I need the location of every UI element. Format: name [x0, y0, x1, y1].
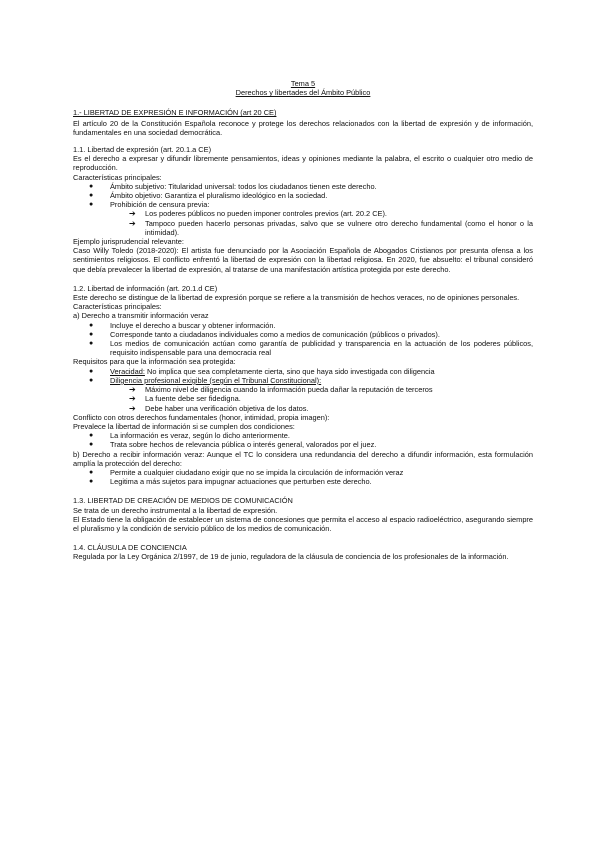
list-item: ● Veracidad: No implica que sea completamente cierta, sino que haya sido investigada con diligencia: [89, 366, 435, 376]
section-1-2-req-bullets: [73, 367, 533, 385]
arrow-right-icon: ➔: [129, 385, 136, 395]
section-1-2-req-label: Requisitos para que la información sea protegida:: [73, 357, 236, 367]
arrow-right-icon: ➔: [129, 218, 136, 228]
bullet-icon: ●: [89, 340, 94, 348]
section-1-intro: El artículo 20 de la Constitución Española reconoce y protege los derechos relacionados con la libertad de expresión y de información, fundamentales en una sociedad democrática.: [73, 118, 533, 137]
section-1-2-intro: Este derecho se distingue de la libertad de expresión porque se refiere a la transmisión de hechos veraces, no de opiniones personales.: [73, 293, 520, 303]
list-item: ● Corresponde tanto a ciudadanos individuales como a medios de comunicación (públicos o privados).: [89, 329, 440, 339]
bullet-icon: ●: [89, 478, 94, 486]
list-item: ● Ámbito objetivo: Garantiza el pluralismo ideológico en la sociedad.: [89, 191, 328, 201]
list-item: ● Incluye el derecho a buscar y obtener información.: [89, 320, 276, 330]
list-item: ➔ Tampoco pueden hacerlo personas privadas, salvo que se vulnere otro derecho fundamental (como el honor o la intimidad).: [129, 218, 533, 237]
bullet-icon: ●: [89, 330, 94, 338]
list-item: ● Trata sobre hechos de relevancia pública o interés general, valorados por el juez.: [89, 440, 377, 450]
section-1-2-b-text: b) Derecho a recibir información veraz: Aunque el TC lo considera una redundancia del derecho a difundir información, esta formulación amplía la protección del derecho:: [73, 449, 533, 468]
list-item: ● Ámbito subjetivo: Titularidad universal: todos los ciudadanos tienen este derecho.: [89, 181, 377, 191]
section-1-1-example-label: Ejemplo jurisprudencial relevante:: [73, 237, 184, 247]
section-1-2-req-arrows: [73, 385, 533, 413]
document-content: [73, 79, 533, 562]
section-1-3-p1: Se trata de un derecho instrumental a la libertad de expresión.: [73, 505, 278, 515]
bullet-icon: ●: [89, 468, 94, 476]
bullet-icon: ●: [89, 432, 94, 440]
arrow-right-icon: ➔: [129, 394, 136, 404]
section-1-2-a-bullets: [73, 321, 533, 358]
bullet-icon: ●: [89, 201, 94, 209]
document-title: Tema 5: [290, 79, 316, 88]
arrow-right-icon: ➔: [129, 403, 136, 413]
list-item: ● Los medios de comunicación actúan como garantía de publicidad y transparencia en la actuación de los poderes públicos, requisito indispensable para una democracia real: [89, 339, 533, 358]
section-1-4-heading: 1.4. CLÁUSULA DE CONCIENCIA: [73, 543, 187, 553]
section-1-2-b-bullets: [73, 468, 533, 486]
section-1-2-prevail-bullets: [73, 431, 533, 449]
bullet-icon: ●: [89, 441, 94, 449]
list-item: ● Permite a cualquier ciudadano exigir que no se impida la circulación de información veraz: [89, 467, 404, 477]
section-1-1-heading: 1.1. Libertad de expresión (art. 20.1.a CE): [73, 145, 212, 155]
section-1-4-p1: Regulada por la Ley Orgánica 2/1997, de 19 de junio, reguladora de la cláusula de conciencia de los profesionales de la información.: [73, 552, 509, 562]
section-1-heading: 1.- LIBERTAD DE EXPRESIÓN E INFORMACIÓN (art 20 CE): [73, 108, 277, 118]
section-1-1-bullets: [73, 182, 533, 210]
section-1-1-intro: Es el derecho a expresar y difundir libremente pensamientos, ideas y opiniones mediante la palabra, el escrito o cualquier otro medio de reproducción.: [73, 154, 533, 173]
list-item: ● Legitima a más sujetos para impugnar actuaciones que perturben este derecho.: [89, 477, 372, 487]
list-item: ● La información es veraz, según lo dicho anteriormente.: [89, 431, 290, 441]
bullet-icon: ●: [89, 367, 94, 375]
list-item: ➔ Los poderes públicos no pueden imponer controles previos (art. 20.2 CE).: [129, 209, 387, 219]
document-subtitle: Derechos y libertades del Ámbito Público: [235, 88, 371, 98]
section-1-1-example-text: Caso Willy Toledo (2018-2020): El artista fue denunciado por la Asociación Española de Abogados Cristianos por presunta ofensa a los sentimientos religiosos. El conflicto enfrentó la libertad de expresión con la libertad religiosa. En 2020, fue absuelto: el tribunal consideró que debía prevalecer la libertad de expresión, al tratarse de una manifestación artística protegida por este derecho.: [73, 246, 533, 274]
section-1-3-heading: 1.3. LIBERTAD DE CREACIÓN DE MEDIOS DE COMUNICACIÓN: [73, 496, 293, 506]
section-1-2-heading: 1.2. Libertad de información (art. 20.1.d CE): [73, 283, 218, 293]
list-item: ➔ Debe haber una verificación objetiva de los datos.: [129, 403, 309, 413]
bullet-icon: ●: [89, 321, 94, 329]
bullet-icon: ●: [89, 182, 94, 190]
list-item: ● Diligencia profesional exigible (según el Tribunal Constitucional):: [89, 375, 322, 385]
arrow-right-icon: ➔: [129, 209, 136, 219]
list-item: ➔ Máximo nivel de diligencia cuando la información pueda dañar la reputación de terceros: [129, 385, 433, 395]
section-1-1-chars-label: Características principales:: [73, 172, 162, 182]
section-1-3-p2: El Estado tiene la obligación de establecer un sistema de concesiones que permita el acceso al espacio radioeléctrico, asegurando siempre el pluralismo y la condición de servicio público de los medios de comunicación.: [73, 514, 533, 533]
bullet-icon: ●: [89, 192, 94, 200]
list-item: ➔ La fuente debe ser fidedigna.: [129, 394, 241, 404]
section-1-2-prevail-label: Prevalece la libertad de información si se cumplen dos condiciones:: [73, 421, 295, 431]
bullet-icon: ●: [89, 376, 94, 384]
section-1-2-a-label: a) Derecho a transmitir información veraz: [73, 311, 209, 321]
section-1-1-arrows: [73, 209, 533, 237]
list-item: ● Prohibición de censura previa:: [89, 200, 210, 210]
section-1-2-conflict-label: Conflicto con otros derechos fundamentales (honor, intimidad, propia imagen):: [73, 412, 330, 422]
section-1-2-chars-label: Características principales:: [73, 302, 162, 312]
